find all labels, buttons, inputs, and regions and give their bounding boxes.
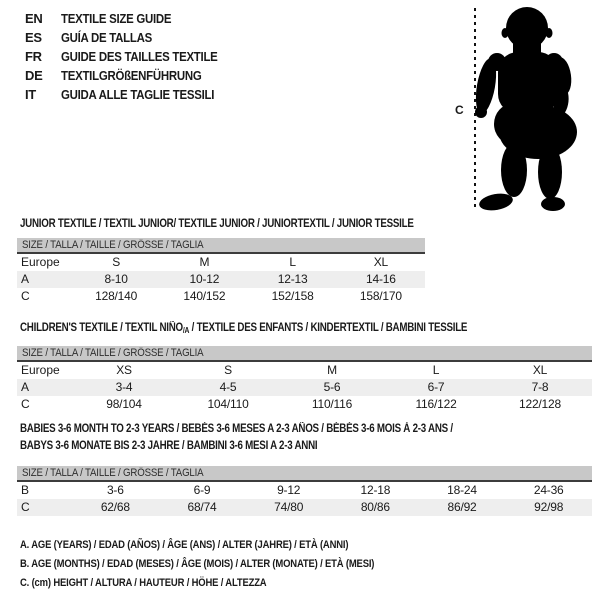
table-cell: 116/122 xyxy=(415,397,457,411)
language-code: FR xyxy=(25,49,42,64)
babies-size-header-bar xyxy=(17,466,592,482)
table-cell: 152/158 xyxy=(271,289,314,303)
table-cell: 158/170 xyxy=(359,289,402,303)
babies-title-line1: BABIES 3-6 MONTH TO 2-3 YEARS / BEBÉS 3-6 MESES A 2-3 AÑOS / BÉBÉS 3-6 MOIS À 2-3 ANS / xyxy=(20,423,453,435)
footnote-b: B. AGE (MONTHS) / EDAD (MESES) / ÂGE (MOIS) / ALTER (MONATE) / ETÀ (MESI) xyxy=(20,558,375,570)
children-section-title xyxy=(20,322,467,335)
language-list xyxy=(25,9,239,104)
row-label: A xyxy=(21,272,30,286)
column-header: M xyxy=(199,255,210,269)
toddler-silhouette-figure xyxy=(450,2,598,214)
column-header: S xyxy=(224,363,232,377)
column-header: XS xyxy=(116,363,132,377)
size-header-label: SIZE / TALLA / TAILLE / GRÖSSE / TAGLIA xyxy=(22,347,204,359)
language-label: GUIDA ALLE TAGLIE TESSILI xyxy=(61,87,215,102)
size-header-label: SIZE / TALLA / TAILLE / GRÖSSE / TAGLIA xyxy=(22,239,204,251)
language-label: TEXTILGRÖßENFÜHRUNG xyxy=(61,68,202,83)
table-row xyxy=(17,499,592,516)
table-cell: 10-12 xyxy=(189,272,220,286)
table-cell: 12-18 xyxy=(360,483,391,497)
table-cell: 74/80 xyxy=(274,500,304,514)
table-cell: 68/74 xyxy=(187,500,217,514)
language-label: GUIDE DES TAILLES TEXTILE xyxy=(61,49,218,64)
table-cell: 8-10 xyxy=(104,272,128,286)
babies-section-title xyxy=(20,421,453,455)
footnotes xyxy=(20,536,432,593)
table-row xyxy=(17,379,592,396)
table-row xyxy=(17,482,592,499)
language-code: ES xyxy=(25,30,42,45)
column-header: XL xyxy=(373,255,389,269)
language-row-fr xyxy=(25,47,239,66)
language-label: TEXTILE SIZE GUIDE xyxy=(61,11,172,26)
table-cell: 62/68 xyxy=(100,500,130,514)
footnote-a: A. AGE (YEARS) / EDAD (AÑOS) / ÂGE (ANS) / ALTER (JAHRE) / ETÀ (ANNI) xyxy=(20,539,349,551)
table-cell: 122/128 xyxy=(519,397,561,411)
row-label: A xyxy=(21,380,30,394)
table-cell: 110/116 xyxy=(311,397,353,411)
children-title-part: CHILDREN'S TEXTILE / TEXTIL NIÑO xyxy=(20,322,183,334)
children-title-subscript: /A xyxy=(182,326,190,335)
table-cell: 4-5 xyxy=(219,380,237,394)
table-cell: 18-24 xyxy=(447,483,477,497)
height-marker-label: C xyxy=(455,103,464,117)
table-row xyxy=(17,396,592,413)
region-label: Europe xyxy=(21,363,60,377)
table-header-row xyxy=(17,254,425,271)
language-code: DE xyxy=(25,68,43,83)
table-cell: 3-4 xyxy=(115,380,133,394)
table-header-row xyxy=(17,362,592,379)
babies-size-table xyxy=(17,466,592,516)
table-cell: 5-6 xyxy=(323,380,341,394)
language-row-it xyxy=(25,85,239,104)
language-row-en xyxy=(25,9,239,28)
table-cell: 9-12 xyxy=(277,483,301,497)
junior-section-title: JUNIOR TEXTILE / TEXTIL JUNIOR/ TEXTILE JUNIOR / JUNIORTEXTIL / JUNIOR TESSILE xyxy=(20,218,414,230)
language-row-de xyxy=(25,66,239,85)
table-row xyxy=(17,271,425,288)
table-cell: 3-6 xyxy=(106,483,124,497)
table-cell: 128/140 xyxy=(95,289,138,303)
region-label: Europe xyxy=(21,255,60,269)
babies-title-line2: BABYS 3-6 MONATE BIS 2-3 JAHRE / BAMBINI 3-6 MESI A 2-3 ANNI xyxy=(20,440,318,452)
column-header: S xyxy=(112,255,121,269)
junior-size-header-bar xyxy=(17,238,425,254)
row-label: C xyxy=(21,289,30,303)
children-size-header-bar xyxy=(17,346,592,362)
children-size-table xyxy=(17,346,592,413)
table-cell: 140/152 xyxy=(183,289,226,303)
row-label: C xyxy=(21,500,30,514)
table-cell: 98/104 xyxy=(106,397,142,411)
junior-size-table xyxy=(17,238,425,305)
table-cell: 6-7 xyxy=(427,380,445,394)
children-title-part: / TEXTILE DES ENFANTS / KINDERTEXTIL / BAMBINI TESSILE xyxy=(189,322,468,334)
table-cell: 86/92 xyxy=(447,500,477,514)
language-label: GUÍA DE TALLAS xyxy=(61,30,152,45)
row-label: B xyxy=(21,483,30,497)
table-cell: 12-13 xyxy=(277,272,308,286)
table-row xyxy=(17,288,425,305)
table-cell: 80/86 xyxy=(360,500,390,514)
language-code: IT xyxy=(25,87,36,102)
column-header: L xyxy=(289,255,296,269)
language-row-es xyxy=(25,28,239,47)
table-cell: 104/110 xyxy=(207,397,249,411)
toddler-silhouette-icon xyxy=(450,2,598,214)
size-header-label: SIZE / TALLA / TAILLE / GRÖSSE / TAGLIA xyxy=(22,467,204,479)
table-cell: 7-8 xyxy=(531,380,549,394)
table-cell: 6-9 xyxy=(193,483,211,497)
footnote-c: C. (cm) HEIGHT / ALTURA / HAUTEUR / HÖHE / ALTEZZA xyxy=(20,577,267,589)
table-cell: 92/98 xyxy=(534,500,564,514)
language-code: EN xyxy=(25,11,43,26)
column-header: XL xyxy=(532,363,548,377)
table-cell: 14-16 xyxy=(366,272,396,286)
table-cell: 24-36 xyxy=(533,483,564,497)
column-header: M xyxy=(327,363,337,377)
row-label: C xyxy=(21,397,30,411)
column-header: L xyxy=(432,363,440,377)
